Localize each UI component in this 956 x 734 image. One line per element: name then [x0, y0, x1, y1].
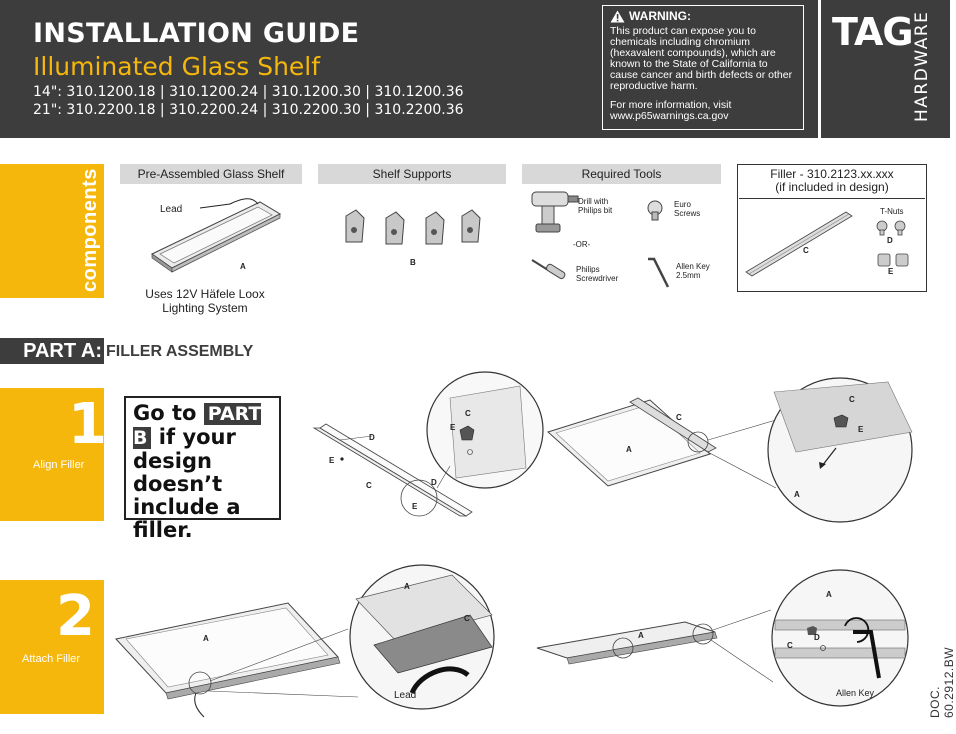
step1-label-a-1: A	[626, 445, 632, 454]
euro-screw-icon	[643, 198, 667, 222]
euro-screws-label: Euro Screws	[674, 200, 701, 218]
or-label: -OR-	[573, 240, 591, 249]
allen-key-icon	[644, 255, 674, 293]
step2-label-a-1: A	[203, 634, 209, 643]
step2-allen-key-diagram	[535, 570, 945, 720]
shelf-part-letter: A	[240, 262, 246, 271]
drill-label: Drill with Philips bit	[578, 197, 613, 215]
step1-label-e-3: E	[450, 423, 456, 432]
tnuts-label: T-Nuts	[880, 207, 904, 216]
shelf-supports-illustration	[340, 208, 490, 258]
step2-label-a-2: A	[404, 582, 410, 591]
lead-callout: Lead	[160, 204, 183, 215]
model-numbers-14: 14": 310.1200.18 | 310.1200.24 | 310.1200.30 | 310.1200.36	[33, 84, 464, 100]
prop65-warning-box	[602, 5, 804, 130]
allen-key-label: Allen Key 2.5mm	[676, 262, 710, 280]
step1-label: Align Filler	[33, 459, 85, 471]
document-number: DOC. 60.2912.BW	[928, 646, 956, 718]
step2-label-d: D	[814, 633, 820, 642]
step1-label-d-2: D	[431, 478, 437, 487]
screwdriver-icon	[528, 256, 570, 286]
step2-filler-attach-diagram	[112, 565, 532, 725]
step2-label: Attach Filler	[22, 653, 81, 665]
warning-title: WARNING:	[629, 9, 691, 23]
filler-heading-line1: Filler - 310.2123.xx.xxx	[770, 167, 894, 181]
filler-heading-line2: (if included in design)	[775, 180, 889, 194]
warning-more-info: For more information, visit www.p65warnings.ca.gov	[610, 99, 732, 122]
filler-part-letter: C	[803, 246, 809, 255]
step1-label-c-1: C	[366, 481, 372, 490]
shelf-panel-heading: Pre-Assembled Glass Shelf	[120, 164, 302, 184]
goto-prefix: Go to	[133, 401, 197, 425]
step2-label-c-1: C	[464, 614, 470, 623]
step1-label-d-1: D	[369, 433, 375, 442]
step1-label-c-4: C	[849, 395, 855, 404]
filler-panel-heading	[737, 168, 927, 194]
supports-panel-heading: Shelf Supports	[318, 164, 506, 184]
step2-number: 2	[56, 584, 95, 649]
drill-icon	[526, 188, 581, 236]
part-a-tag: PART A:	[0, 338, 104, 364]
components-section-label: components	[79, 168, 101, 292]
supports-part-letter: B	[410, 258, 416, 267]
tnut-d-letter: D	[887, 236, 893, 245]
step1-shelf-alignment-diagram	[540, 378, 920, 528]
step2-label-a-4: A	[826, 590, 832, 599]
goto-part-b-note	[124, 396, 281, 542]
step1-number: 1	[68, 392, 107, 457]
lighting-system-note: Uses 12V Häfele Loox Lighting System	[145, 287, 265, 315]
step1-label-c-2: C	[465, 409, 471, 418]
step2-allen-key-label: Allen Key	[836, 688, 875, 698]
tools-panel-heading: Required Tools	[522, 164, 721, 184]
step1-label-e-2: E	[412, 502, 418, 511]
tnut-e-letter: E	[888, 267, 894, 276]
filler-rail-illustration	[742, 206, 862, 280]
step1-label-e-4: E	[858, 425, 864, 434]
step1-label-a-2: A	[794, 490, 800, 499]
step1-label-c-3: C	[676, 413, 682, 422]
screwdriver-label: Philips Screwdriver	[576, 265, 619, 283]
model-numbers-21: 21": 310.2200.18 | 310.2200.24 | 310.2200.30 | 310.2200.36	[33, 102, 464, 118]
goto-part-b-tag: PART B	[133, 403, 262, 449]
warning-triangle-icon	[610, 10, 625, 23]
warning-body: This product can expose you to chemicals including chromium (hexavalent compounds), which are known to the State of California to cause cancer and birth defects or other reproductive harm.	[610, 25, 793, 92]
page-subtitle: Illuminated Glass Shelf	[33, 52, 321, 81]
tnuts-illustration	[872, 218, 916, 274]
step2-label-c-2: C	[787, 641, 793, 650]
page-title: INSTALLATION GUIDE	[33, 18, 360, 49]
warning-heading	[610, 10, 796, 23]
step2-lead-label: Lead	[394, 690, 417, 701]
part-a-title: FILLER ASSEMBLY	[106, 343, 254, 360]
step2-label-a-3: A	[638, 631, 644, 640]
brand-logo-hardware: HARDWARE	[912, 10, 932, 122]
goto-rest: if your design doesn’t include a filler.	[133, 425, 241, 542]
filler-divider	[739, 198, 925, 199]
brand-logo: TAG	[832, 10, 913, 54]
step1-label-e-1: E	[329, 456, 335, 465]
